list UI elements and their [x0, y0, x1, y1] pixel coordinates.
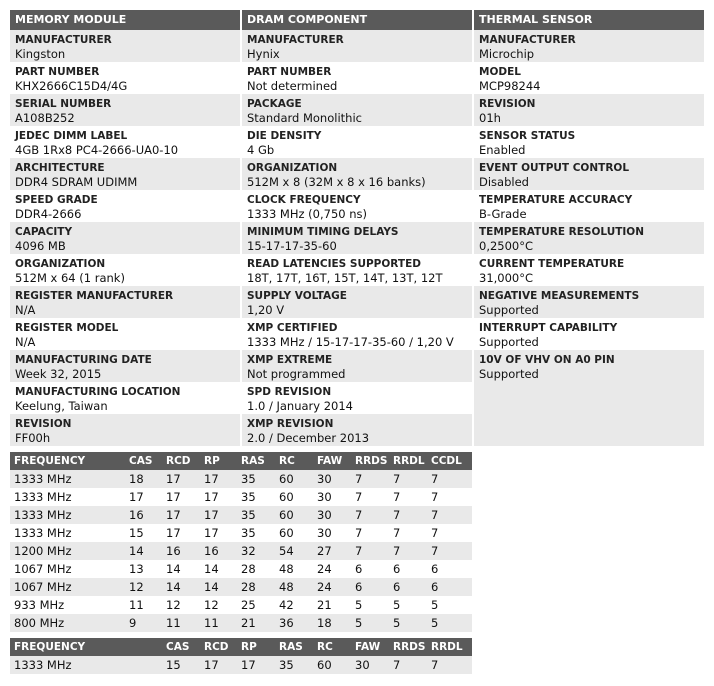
- field-label: EVENT OUTPUT CONTROL: [479, 162, 630, 174]
- table-cell: 21: [237, 614, 275, 632]
- table-cell: 12: [125, 578, 162, 596]
- memory-module-row: [10, 222, 240, 254]
- table-row: [10, 524, 472, 542]
- table-cell: 14: [125, 542, 162, 560]
- field-value: 0,2500°C: [479, 239, 534, 253]
- memory-module-row: [10, 30, 240, 62]
- field-value: Not determined: [247, 79, 338, 93]
- field-value: MCP98244: [479, 79, 541, 93]
- table-cell: 1333 MHz: [10, 488, 125, 506]
- field-label: CAPACITY: [15, 226, 73, 238]
- table-row: [10, 506, 472, 524]
- table-cell: 1067 MHz: [10, 560, 125, 578]
- table-cell: 1333 MHz: [10, 470, 125, 488]
- table-cell: 7: [389, 656, 427, 674]
- table-cell: 35: [237, 524, 275, 542]
- dram-component-panel: [242, 10, 472, 446]
- field-label: MODEL: [479, 66, 521, 78]
- field-value: A108B252: [15, 111, 75, 125]
- table-row: [10, 470, 472, 488]
- table-cell: 9: [125, 614, 162, 632]
- table-cell: 14: [200, 578, 237, 596]
- field-label: 10V OF VHV ON A0 PIN: [479, 354, 615, 366]
- column-header: CAS: [162, 638, 200, 656]
- thermal-sensor-row: [474, 350, 704, 382]
- field-value: 1333 MHz / 15-17-17-35-60 / 1,20 V: [247, 335, 454, 349]
- field-label: REGISTER MANUFACTURER: [15, 290, 174, 302]
- field-value: 15-17-17-35-60: [247, 239, 337, 253]
- table-cell: 54: [275, 542, 313, 560]
- table-cell: 7: [351, 488, 389, 506]
- table-cell: 6: [351, 560, 389, 578]
- memory-module-header: MEMORY MODULE: [10, 10, 240, 30]
- table-cell: 35: [237, 470, 275, 488]
- field-label: ORGANIZATION: [247, 162, 338, 174]
- table-cell: 7: [351, 470, 389, 488]
- field-label: XMP REVISION: [247, 418, 334, 430]
- table-cell: 16: [200, 542, 237, 560]
- field-value: Hynix: [247, 47, 280, 61]
- table-cell: 14: [162, 578, 200, 596]
- field-value: Enabled: [479, 143, 526, 157]
- table-cell: 30: [313, 524, 351, 542]
- table-cell: 933 MHz: [10, 596, 125, 614]
- column-header: FREQUENCY: [10, 452, 125, 470]
- table-cell: 7: [389, 470, 427, 488]
- table-cell: 18: [125, 470, 162, 488]
- thermal-sensor-row: [474, 94, 704, 126]
- field-label: CURRENT TEMPERATURE: [479, 258, 625, 270]
- column-header: CAS: [125, 452, 162, 470]
- table-cell: 21: [313, 596, 351, 614]
- field-value: 1333 MHz (0,750 ns): [247, 207, 368, 221]
- field-label: REGISTER MODEL: [15, 322, 119, 334]
- field-label: INTERRUPT CAPABILITY: [479, 322, 618, 334]
- field-label: PART NUMBER: [247, 66, 332, 78]
- dram-component-row: [242, 30, 472, 62]
- field-label: MANUFACTURING LOCATION: [15, 386, 181, 398]
- table-cell: 1067 MHz: [10, 578, 125, 596]
- memory-module-row: [10, 62, 240, 94]
- thermal-sensor-row: [474, 30, 704, 62]
- thermal-sensor-header: THERMAL SENSOR: [474, 10, 704, 30]
- table-cell: 60: [275, 506, 313, 524]
- field-label: TEMPERATURE ACCURACY: [479, 194, 633, 206]
- table-cell: 11: [125, 596, 162, 614]
- table-cell: 28: [237, 578, 275, 596]
- table-cell: 17: [162, 470, 200, 488]
- empty-cell: [474, 414, 704, 446]
- field-value: 4 Gb: [247, 143, 275, 157]
- table-row: [10, 560, 472, 578]
- table-cell: 16: [162, 542, 200, 560]
- table-cell: 32: [237, 542, 275, 560]
- memory-module-row: [10, 158, 240, 190]
- table-cell: 6: [389, 578, 427, 596]
- field-value: B-Grade: [479, 207, 527, 221]
- memory-module-row: [10, 382, 240, 414]
- table-cell: 13: [125, 560, 162, 578]
- table-cell: 30: [313, 506, 351, 524]
- table-cell: 7: [351, 524, 389, 542]
- dram-component-row: [242, 94, 472, 126]
- memory-module-panel: [10, 10, 240, 446]
- table-cell: 7: [389, 506, 427, 524]
- table-cell: 5: [427, 596, 472, 614]
- table-row: [10, 614, 472, 632]
- field-value: 4096 MB: [15, 239, 66, 253]
- table-cell: 12: [162, 596, 200, 614]
- field-label: MANUFACTURER: [479, 34, 576, 46]
- table-cell: 7: [427, 488, 472, 506]
- table-cell: 25: [237, 596, 275, 614]
- memory-module-row: [10, 286, 240, 318]
- column-header: RCD: [200, 638, 237, 656]
- field-value: 1,20 V: [247, 303, 285, 317]
- field-value: Not programmed: [247, 367, 346, 381]
- table-cell: 7: [427, 656, 472, 674]
- table-cell: 6: [427, 560, 472, 578]
- thermal-sensor-row: [474, 222, 704, 254]
- table-cell: 60: [313, 656, 351, 674]
- table-cell: 48: [275, 560, 313, 578]
- field-label: XMP CERTIFIED: [247, 322, 338, 334]
- field-value: 512M x 64 (1 rank): [15, 271, 125, 285]
- table-cell: 5: [351, 614, 389, 632]
- thermal-sensor-row: [474, 158, 704, 190]
- table-cell: 17: [162, 488, 200, 506]
- memory-module-row: [10, 126, 240, 158]
- dram-component-row: [242, 62, 472, 94]
- table-cell: 12: [200, 596, 237, 614]
- table-cell: 14: [162, 560, 200, 578]
- table-cell: 15: [125, 524, 162, 542]
- table-cell: 18: [313, 614, 351, 632]
- field-label: JEDEC DIMM LABEL: [15, 130, 128, 142]
- column-header: CCDL: [427, 452, 472, 470]
- thermal-sensor-row: [474, 62, 704, 94]
- field-value: N/A: [15, 335, 36, 349]
- table-cell: 35: [275, 656, 313, 674]
- column-header: RP: [237, 638, 275, 656]
- dram-component-row: [242, 414, 472, 446]
- field-value: Supported: [479, 303, 539, 317]
- column-header: RRDS: [389, 638, 427, 656]
- field-label: SPEED GRADE: [15, 194, 98, 206]
- table-cell: 7: [427, 542, 472, 560]
- column-header: RAS: [237, 452, 275, 470]
- table-cell: 5: [389, 596, 427, 614]
- column-header: FREQUENCY: [10, 638, 162, 656]
- thermal-sensor-row: [474, 318, 704, 350]
- field-value: Supported: [479, 367, 539, 381]
- field-value: Kingston: [15, 47, 66, 61]
- field-label: ORGANIZATION: [15, 258, 106, 270]
- table-cell: 6: [351, 578, 389, 596]
- column-header: RAS: [275, 638, 313, 656]
- field-label: PART NUMBER: [15, 66, 100, 78]
- field-value: 512M x 8 (32M x 8 x 16 banks): [247, 175, 426, 189]
- column-header: RCD: [162, 452, 200, 470]
- table-cell: 35: [237, 488, 275, 506]
- dram-component-header: DRAM COMPONENT: [242, 10, 472, 30]
- field-value: DDR4 SDRAM UDIMM: [15, 175, 138, 189]
- xmp-header-row: [10, 638, 472, 656]
- table-cell: 35: [237, 506, 275, 524]
- table-cell: 28: [237, 560, 275, 578]
- field-label: XMP EXTREME: [247, 354, 333, 366]
- table-cell: 17: [200, 488, 237, 506]
- field-value: 1.0 / January 2014: [247, 399, 353, 413]
- table-cell: 17: [200, 506, 237, 524]
- table-cell: 15: [162, 656, 200, 674]
- dram-component-row: [242, 126, 472, 158]
- field-value: 4GB 1Rx8 PC4-2666-UA0-10: [15, 143, 179, 157]
- column-header: RC: [275, 452, 313, 470]
- field-value: Keelung, Taiwan: [15, 399, 108, 413]
- thermal-sensor-panel: [474, 10, 704, 446]
- field-label: SERIAL NUMBER: [15, 98, 112, 110]
- table-cell: 11: [200, 614, 237, 632]
- thermal-sensor-row: [474, 286, 704, 318]
- table-cell: 16: [125, 506, 162, 524]
- field-label: NEGATIVE MEASUREMENTS: [479, 290, 640, 302]
- table-cell: 1333 MHz: [10, 524, 125, 542]
- field-value: 2.0 / December 2013: [247, 431, 370, 445]
- column-header: FAW: [313, 452, 351, 470]
- thermal-sensor-row: [474, 126, 704, 158]
- table-cell: 17: [237, 656, 275, 674]
- table-cell: 17: [162, 524, 200, 542]
- table-cell: 7: [389, 524, 427, 542]
- table-cell: 7: [389, 542, 427, 560]
- column-header: RRDS: [351, 452, 389, 470]
- table-cell: 60: [275, 488, 313, 506]
- field-label: DIE DENSITY: [247, 130, 322, 142]
- field-label: REVISION: [15, 418, 72, 430]
- field-label: MANUFACTURER: [15, 34, 112, 46]
- table-cell: 17: [200, 524, 237, 542]
- xmp-timings-table: [10, 638, 472, 674]
- table-cell: 14: [200, 560, 237, 578]
- thermal-sensor-row: [474, 254, 704, 286]
- column-header: RP: [200, 452, 237, 470]
- table-row: [10, 542, 472, 560]
- table-cell: 1333 MHz: [10, 506, 125, 524]
- field-label: PACKAGE: [247, 98, 302, 110]
- field-label: MANUFACTURING DATE: [15, 354, 152, 366]
- column-header: RRDL: [427, 638, 472, 656]
- table-cell: 24: [313, 578, 351, 596]
- field-value: Disabled: [479, 175, 529, 189]
- table-cell: 5: [389, 614, 427, 632]
- table-cell: 30: [313, 488, 351, 506]
- dram-component-row: [242, 382, 472, 414]
- table-cell: 7: [351, 542, 389, 560]
- table-row: [10, 488, 472, 506]
- field-value: Microchip: [479, 47, 535, 61]
- table-cell: 7: [427, 506, 472, 524]
- memory-module-row: [10, 94, 240, 126]
- table-row: [10, 578, 472, 596]
- jedec-timings-table: [10, 452, 472, 632]
- field-value: 31,000°C: [479, 271, 534, 285]
- field-label: ARCHITECTURE: [15, 162, 105, 174]
- dram-component-row: [242, 254, 472, 286]
- field-value: 18T, 17T, 16T, 15T, 14T, 13T, 12T: [247, 271, 443, 285]
- column-header: RRDL: [389, 452, 427, 470]
- table-cell: 5: [351, 596, 389, 614]
- table-cell: 36: [275, 614, 313, 632]
- memory-module-row: [10, 350, 240, 382]
- table-cell: 30: [351, 656, 389, 674]
- field-label: SPD REVISION: [247, 386, 332, 398]
- empty-cell: [474, 382, 704, 414]
- table-cell: 42: [275, 596, 313, 614]
- thermal-sensor-row: [474, 190, 704, 222]
- jedec-header-row: [10, 452, 472, 470]
- dram-component-row: [242, 190, 472, 222]
- table-cell: 1200 MHz: [10, 542, 125, 560]
- table-cell: 6: [427, 578, 472, 596]
- table-row: [10, 596, 472, 614]
- table-cell: 7: [351, 506, 389, 524]
- dram-component-row: [242, 222, 472, 254]
- memory-module-row: [10, 318, 240, 350]
- table-row: [10, 656, 472, 674]
- table-cell: 800 MHz: [10, 614, 125, 632]
- field-value: DDR4-2666: [15, 207, 82, 221]
- dram-component-row: [242, 158, 472, 190]
- field-value: Supported: [479, 335, 539, 349]
- field-label: TEMPERATURE RESOLUTION: [479, 226, 645, 238]
- dram-component-row: [242, 286, 472, 318]
- table-cell: 6: [389, 560, 427, 578]
- field-value: Week 32, 2015: [15, 367, 102, 381]
- field-label: SENSOR STATUS: [479, 130, 576, 142]
- table-cell: 60: [275, 470, 313, 488]
- memory-module-row: [10, 254, 240, 286]
- field-value: FF00h: [15, 431, 51, 445]
- field-value: N/A: [15, 303, 36, 317]
- dram-component-row: [242, 350, 472, 382]
- field-value: 01h: [479, 111, 501, 125]
- memory-module-row: [10, 190, 240, 222]
- field-label: REVISION: [479, 98, 536, 110]
- table-cell: 11: [162, 614, 200, 632]
- table-cell: 30: [313, 470, 351, 488]
- table-cell: 48: [275, 578, 313, 596]
- field-label: SUPPLY VOLTAGE: [247, 290, 347, 302]
- memory-module-row: [10, 414, 240, 446]
- column-header: RC: [313, 638, 351, 656]
- table-cell: 5: [427, 614, 472, 632]
- table-cell: 7: [427, 524, 472, 542]
- field-label: MINIMUM TIMING DELAYS: [247, 226, 399, 238]
- field-label: MANUFACTURER: [247, 34, 344, 46]
- field-label: CLOCK FREQUENCY: [247, 194, 361, 206]
- table-cell: 17: [200, 656, 237, 674]
- table-cell: 7: [427, 470, 472, 488]
- table-cell: 60: [275, 524, 313, 542]
- field-value: Standard Monolithic: [247, 111, 362, 125]
- field-value: KHX2666C15D4/4G: [15, 79, 128, 93]
- dram-component-row: [242, 318, 472, 350]
- table-cell: 17: [125, 488, 162, 506]
- table-cell: 1333 MHz: [10, 656, 162, 674]
- column-header: FAW: [351, 638, 389, 656]
- table-cell: 24: [313, 560, 351, 578]
- table-cell: 27: [313, 542, 351, 560]
- field-label: READ LATENCIES SUPPORTED: [247, 258, 421, 270]
- table-cell: 17: [200, 470, 237, 488]
- table-cell: 17: [162, 506, 200, 524]
- table-cell: 7: [389, 488, 427, 506]
